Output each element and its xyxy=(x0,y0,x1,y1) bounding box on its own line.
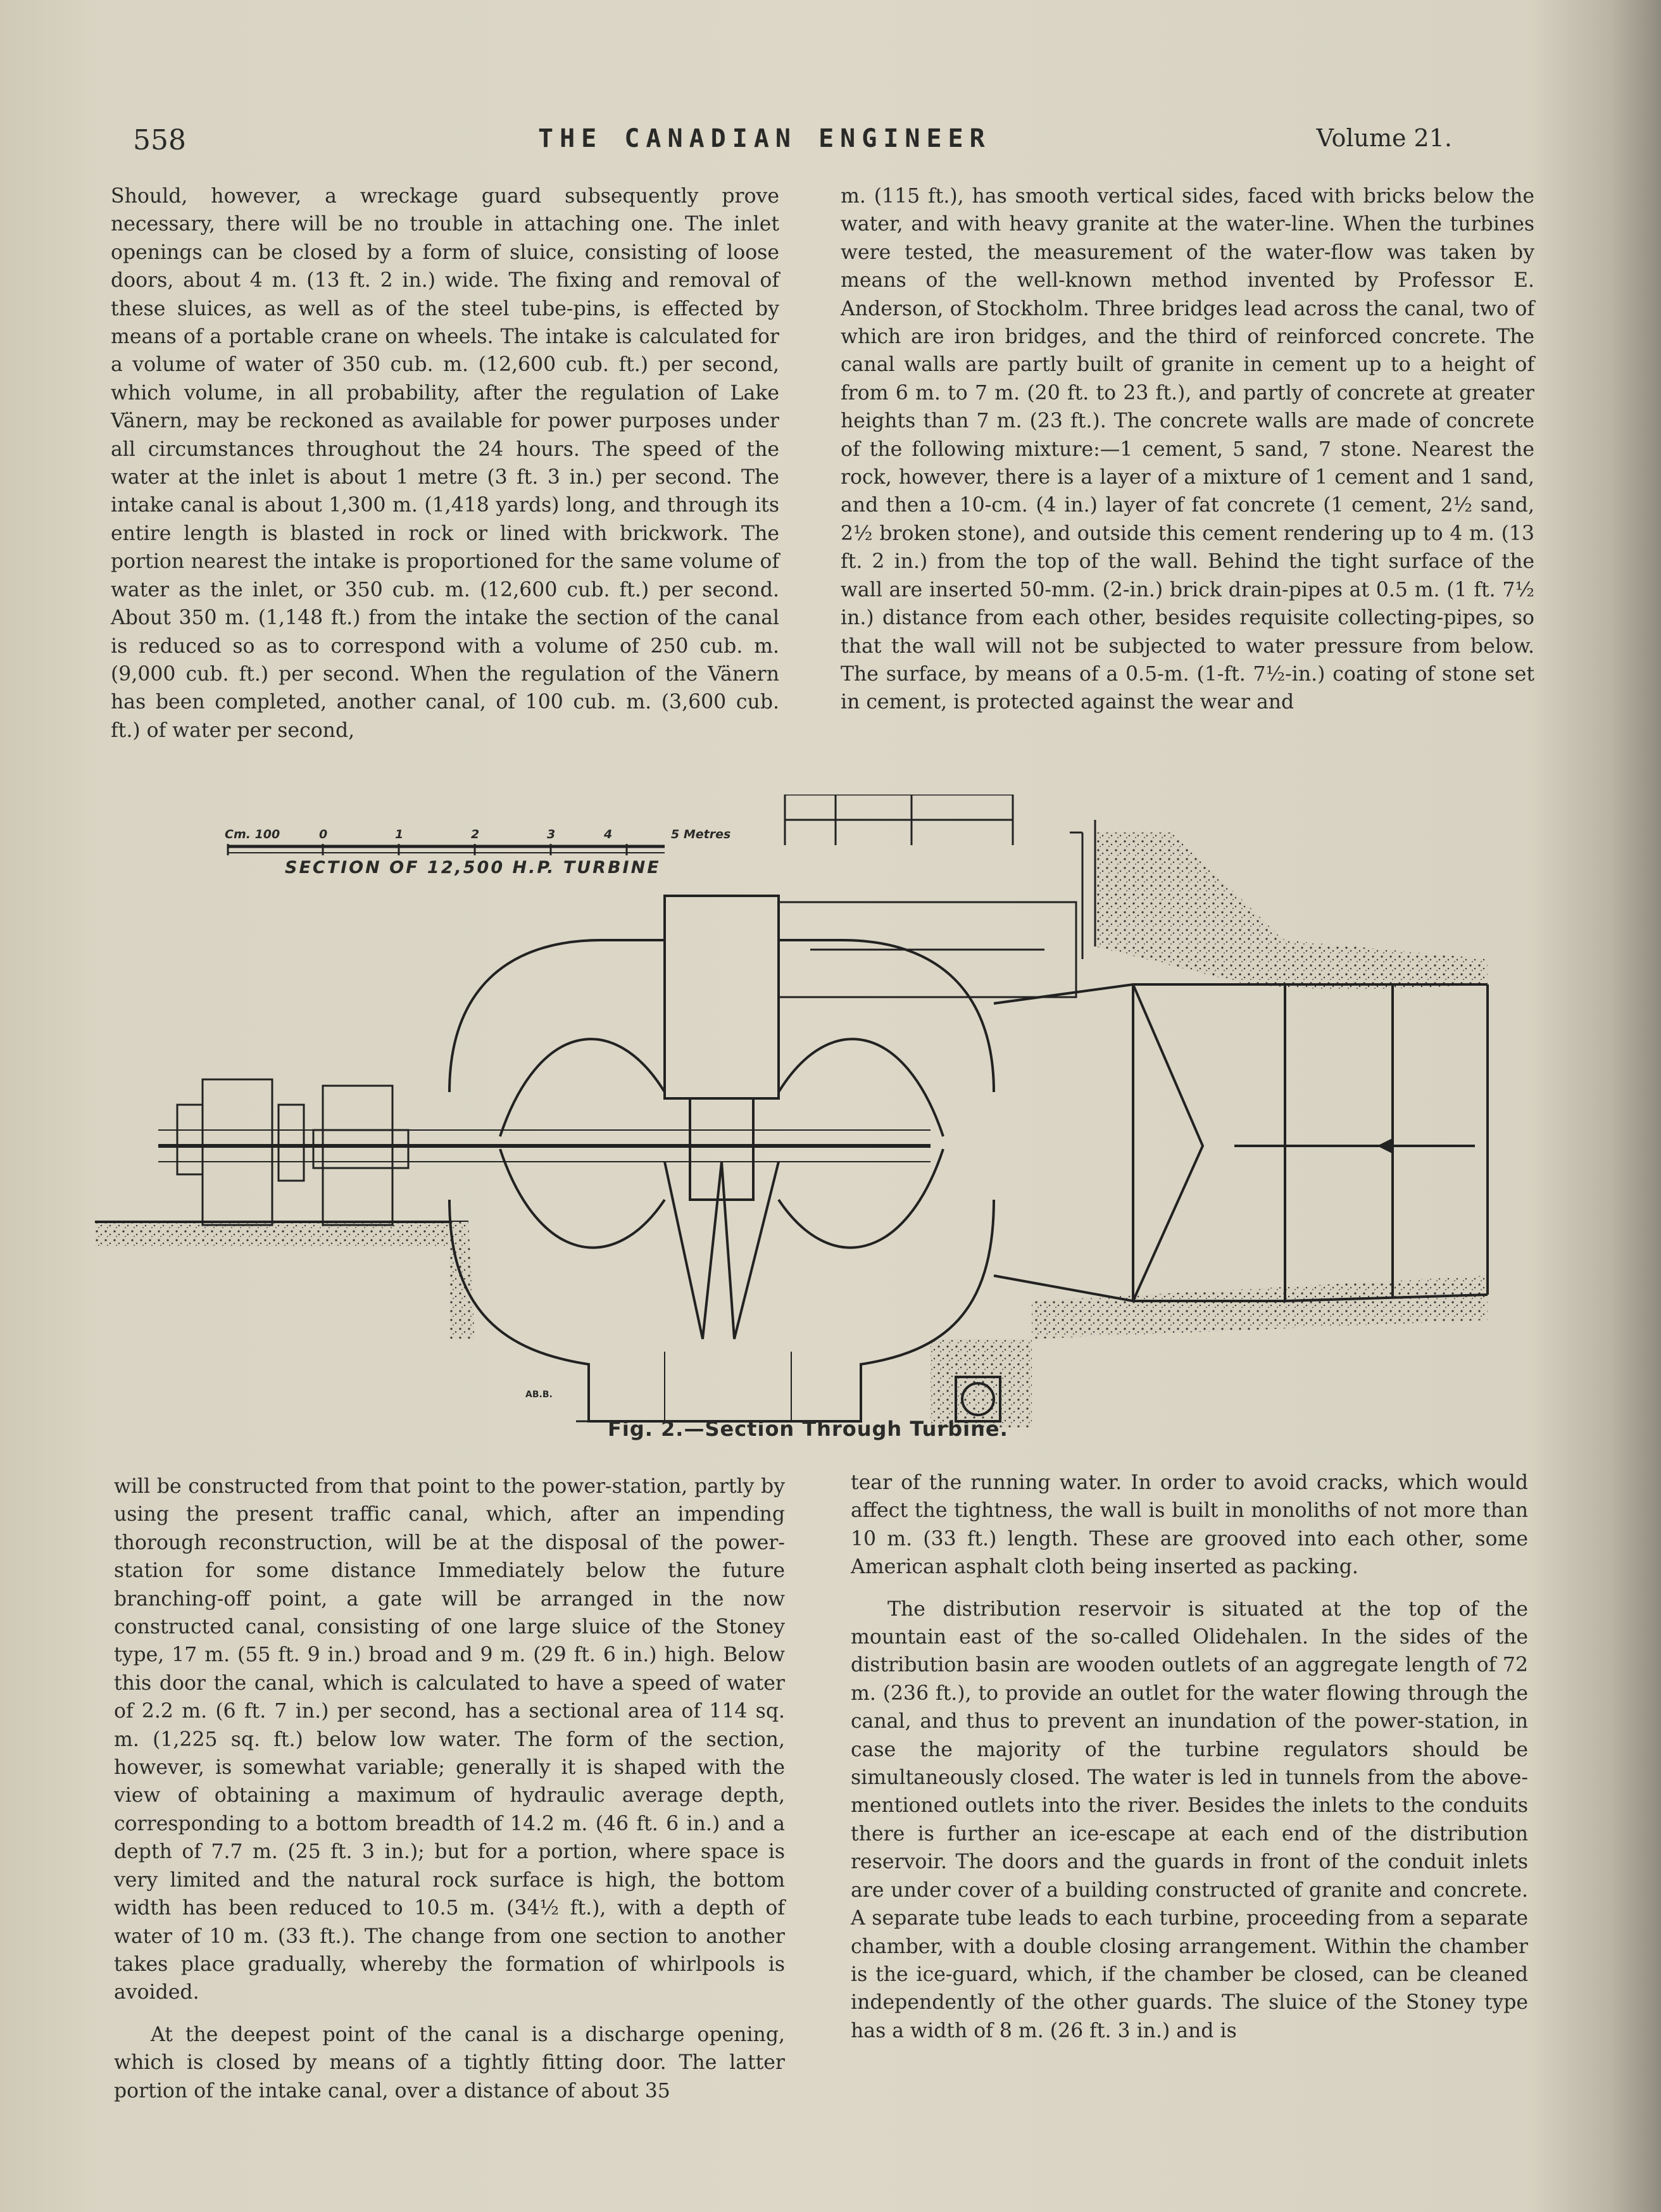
draft-tube xyxy=(956,984,1488,1421)
journal-title: THE CANADIAN ENGINEER xyxy=(538,124,991,153)
upper-penstock xyxy=(779,795,1095,997)
scale-label-1: 1 xyxy=(395,827,404,841)
paragraph: tear of the running water. In order to avoid cracks, which would affect the tightness, the wall is built in monoliths of not more than 10 m. (33 ft.) length. These are grooved into each other, some American asphalt cloth being inserted as packing. xyxy=(851,1471,1528,1579)
volume-label: Volume 21. xyxy=(1316,124,1452,152)
turbine-section-figure xyxy=(95,795,1551,1453)
scale-label-3: 3 xyxy=(547,827,556,841)
paragraph: The distribution reservoir is situated at the top of the mountain east of the so-called Olidehalen. In the sides of the distribution basin are wooden outlets of an aggregate length of 72 m. (236 ft.), to provide an outlet for the water flowing through the canal, and thus to prevent an inundation of the power-station, in case the majority of the turbine regulators should be simultaneously closed. The water is led in tunnels from the above-mentioned outlets into the river. Besides the inlets to the conduits there is further an ice-escape at each end of the distribution reservoir. The doors and the guards in front of the conduit inlets are under cover of a building constructed of granite and concrete. A separate tube leads to each turbine, proceeding from a separate chamber, with a double closing arrangement. Within the chamber is the ice-guard, which, if the chamber be closed, can be cleaned independently of the other guards. The sluice of the Stoney type has a width of 8 m. (26 ft. 3 in.) and is xyxy=(851,1597,1528,2042)
scale-label-cm100: Cm. 100 xyxy=(225,827,280,841)
turbine-drawing xyxy=(95,795,1551,1453)
paragraph: will be constructed from that point to the power-station, partly by using the present traffic canal, which, after an impending thorough reconstruction, will be at the disposal of the power-station for some distance Immediately below the future branching-off point, a gate will be arranged in the now constructed canal, consisting of one large sluice of the Stoney type, 17 m. (55 ft. 9 in.) broad and 9 m. (29 ft. 6 in.) high. Below this door the canal, which is calculated to have a speed of water of 2.2 m. (6 ft. 7 in.) per second, has a sectional area of 114 sq. m. (1,225 sq. ft.) below low water. The form of the section, however, is somewhat variable; generally it is shaped with the view of obtaining a maximum of hydraulic average depth, corresponding to a bottom breadth of 14.2 m. (46 ft. 6 in.) and a depth of 7.7 m. (25 ft. 3 in.); but for a portion, where space is very limited and the natural rock surface is high, the bottom width has been reduced to 10.5 m. (34½ ft.), with a depth of water of 10 m. (33 ft.). The change from one section to another takes place gradually, whereby the formation of whirlpools is avoided. xyxy=(114,1475,785,2004)
scale-label-5-metres: 5 Metres xyxy=(671,827,731,841)
generator-bearing xyxy=(177,1079,408,1225)
scale-label-4: 4 xyxy=(604,827,613,841)
figure-caption: Fig. 2.—Section Through Turbine. xyxy=(608,1417,1008,1441)
column-top-left xyxy=(111,182,779,745)
running-head xyxy=(133,124,1452,162)
paragraph: m. (115 ft.), has smooth vertical sides, faced with bricks below the water, and with heavy granite at the water-line. When the turbines were tested, the measurement of the water-flow was taken by means of the well-known method invented by Professor E. Anderson, of Stockholm. Three bridges lead across the canal, two of which are iron bridges, and the third of reinforced concrete. The canal walls are partly built of granite in cement up to a height of from 6 m. to 7 m. (20 ft. to 23 ft.), and partly of concrete at greater heights than 7 m. (23 ft.). The concrete walls are made of concrete of the following mixture:—1 cement, 5 sand, 7 stone. Nearest the rock, however, there is a layer of a mixture of 1 cement and 1 sand, and then a 10-cm. (4 in.) layer of fat concrete (1 cement, 2½ sand, 2½ broken stone), and outside this cement rendering up to 4 m. (13 ft. 2 in.) from the top of the wall. Behind the tight surface of the wall are inserted 50-mm. (2-in.) brick drain-pipes at 0.5 m. (1 ft. 7½ in.) distance from each other, besides requisite collecting-pipes, so that the wall will not be subjected to water pressure from below. The surface, by means of a 0.5-m. (1-ft. 7½-in.) coating of stone set in cement, is protected against the wear and xyxy=(841,185,1534,714)
page-number: 558 xyxy=(133,124,186,156)
scale-label-2: 2 xyxy=(471,827,480,841)
column-bottom-left xyxy=(114,1473,785,2105)
paragraph: Should, however, a wreckage guard subsequently prove necessary, there will be no trouble in attaching one. The inlet openings can be closed by a form of sluice, consisting of loose doors, about 4 m. (13 ft. 2 in.) wide. The fixing and removal of these sluices, as well as of the steel tube-pins, is effected by means of a portable crane on wheels. The intake is calculated for a volume of water of 350 cub. m. (12,600 cub. ft.) per second, which volume, in all probability, after the regulation of Lake Vänern, may be reckoned as available for power purposes under all circumstances throughout the 24 hours. The speed of the water at the inlet is about 1 metre (3 ft. 3 in.) per second. The intake canal is about 1,300 m. (1,418 yards) long, and through its entire length is blasted in rock or lined with brickwork. The portion nearest the intake is proportioned for the same volume of water as the inlet, or 350 cub. m. (12,600 cub. ft.) per second. About 350 m. (1,148 ft.) from the intake the section of the canal is reduced so as to correspond with a volume of 250 cub. m. (9,000 cub. ft.) per second. When the regulation of the Vänern has been completed, another canal, of 100 cub. m. (3,600 cub. ft.) of water per second, xyxy=(111,185,779,742)
column-top-right xyxy=(841,182,1534,717)
scale-bar xyxy=(228,844,665,855)
scale-label-0: 0 xyxy=(319,827,328,841)
engraver-mark: AB.B. xyxy=(525,1390,553,1400)
column-bottom-right xyxy=(851,1469,1528,2045)
turbine-casing xyxy=(449,896,994,1421)
figure-section-title: SECTION OF 12,500 H.P. TURBINE xyxy=(285,858,661,877)
paragraph: At the deepest point of the canal is a discharge opening, which is closed by means of a tightly fitting door. The latter portion of the intake canal, over a distance of about 35 xyxy=(114,2023,785,2102)
